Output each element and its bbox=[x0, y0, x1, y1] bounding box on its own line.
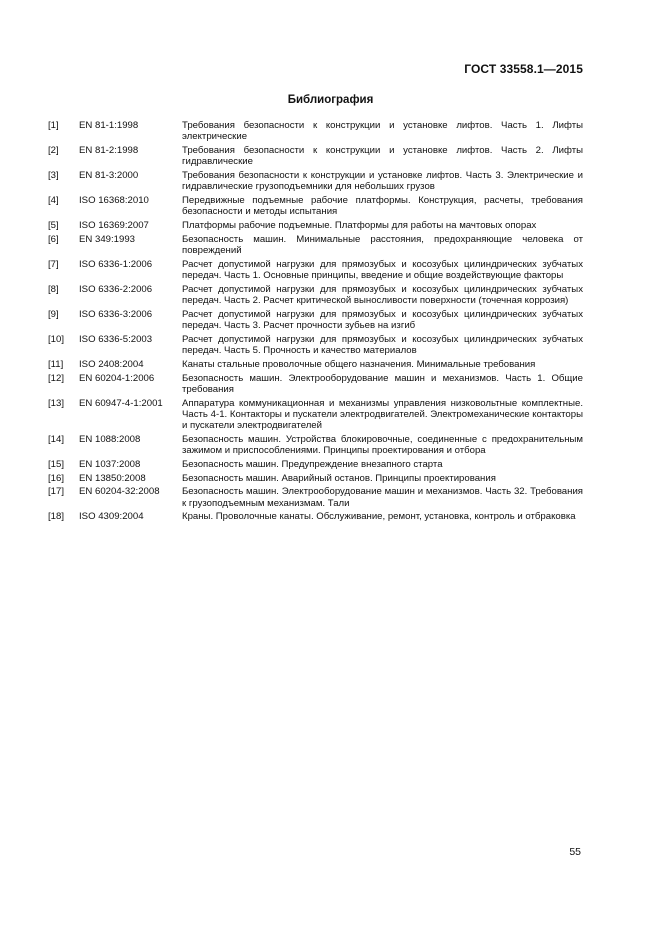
entry-number: [17] bbox=[48, 486, 65, 498]
entry-description: Безопасность машин. Устройства блокировочные, соединенные с предохранительным зажимом и приспособлениями. Принципы проектирования и отбора bbox=[182, 433, 583, 456]
entry-description: Передвижные подъемные рабочие платформы. Конструкция, расчеты, требования безопасности и методы испытания bbox=[182, 195, 583, 218]
entry-standard: ISO 2408:2004 bbox=[79, 358, 144, 370]
entry-description: Расчет допустимой нагрузки для прямозубых и косозубых цилиндрических зубчатых передач. Часть 2. Расчет критической выносливости поверхности (точечная коррозия) bbox=[182, 283, 583, 306]
entry-description: Безопасность машин. Минимальные расстояния, предохраняющие человека от повреждений bbox=[182, 233, 583, 256]
entry-number: [4] bbox=[48, 195, 59, 206]
bibliography-entry bbox=[48, 145, 583, 167]
entry-number: [1] bbox=[48, 120, 59, 131]
bibliography-entry bbox=[48, 373, 583, 395]
entry-description: Требования безопасности к конструкции и установке лифтов. Часть 2. Лифты гидравлические bbox=[182, 145, 583, 168]
entry-number: [13] bbox=[48, 397, 65, 409]
entry-description: Канаты стальные проволочные общего назначения. Минимальные требования bbox=[182, 358, 536, 370]
entry-standard: EN 1037:2008 bbox=[79, 458, 141, 470]
entry-standard: EN 81-1:1998 bbox=[79, 120, 139, 131]
entry-number: [11] bbox=[48, 358, 64, 370]
entry-standard: ISO 4309:2004 bbox=[79, 511, 144, 523]
entry-description: Платформы рабочие подъемные. Платформы для работы на мачтовых опорах bbox=[182, 220, 537, 231]
entry-standard: EN 13850:2008 bbox=[79, 472, 146, 484]
entry-standard: ISO 6336-2:2006 bbox=[79, 283, 153, 295]
entry-number: [16] bbox=[48, 472, 65, 484]
bibliography-entry bbox=[48, 359, 583, 370]
bibliography-entry bbox=[48, 120, 583, 142]
bibliography-entry bbox=[48, 195, 583, 217]
entry-description: Безопасность машин. Предупреждение внезапного старта bbox=[182, 458, 443, 470]
entry-number: [12] bbox=[48, 372, 65, 384]
entry-description: Требования безопасности к конструкции и установке лифтов. Часть 3. Электрические и гидравлические грузоподъемники для небольших грузов bbox=[182, 170, 583, 193]
page-title: Библиография bbox=[287, 94, 374, 106]
bibliography-entry bbox=[48, 309, 583, 331]
entry-number: [3] bbox=[48, 170, 59, 181]
entry-number: [10] bbox=[48, 333, 65, 345]
entry-standard: EN 1088:2008 bbox=[79, 433, 141, 445]
entry-number: [6] bbox=[48, 233, 59, 245]
bibliography-entry bbox=[48, 486, 583, 508]
entry-number: [7] bbox=[48, 258, 59, 270]
entry-number: [18] bbox=[48, 511, 65, 523]
bibliography-entry bbox=[48, 434, 583, 456]
entry-standard: EN 60204-1:2006 bbox=[79, 372, 155, 384]
entry-standard: ISO 6336-5:2003 bbox=[79, 333, 153, 345]
entry-number: [14] bbox=[48, 433, 65, 445]
entry-description: Аппаратура коммуникационная и механизмы управления низковольтные комплектные. Часть 4-1. Контакторы и пускатели электродвигателей. Электромеханические контакторы и пускатели электродвигателей bbox=[182, 397, 583, 431]
entry-standard: EN 60204-32:2008 bbox=[79, 486, 160, 498]
entry-standard: ISO 16369:2007 bbox=[79, 220, 149, 231]
entry-description: Требования безопасности к конструкции и установке лифтов. Часть 1. Лифты электрические bbox=[182, 120, 583, 143]
entry-description: Расчет допустимой нагрузки для прямозубых и косозубых цилиндрических зубчатых передач. Часть 3. Расчет прочности зубьев на изгиб bbox=[182, 308, 583, 331]
entry-standard: EN 81-3:2000 bbox=[79, 170, 139, 181]
entry-standard: ISO 6336-3:2006 bbox=[79, 308, 153, 320]
entry-number: [8] bbox=[48, 283, 59, 295]
entry-standard: ISO 6336-1:2006 bbox=[79, 258, 153, 270]
entry-description: Краны. Проволочные канаты. Обслуживание, ремонт, установка, контроль и отбраковка bbox=[182, 511, 576, 523]
entry-description: Расчет допустимой нагрузки для прямозубых и косозубых цилиндрических зубчатых передач. Часть 1. Основные принципы, введение и общие воздействующие факторы bbox=[182, 258, 583, 281]
bibliography-entry bbox=[48, 170, 583, 192]
entry-standard: EN 349:1993 bbox=[79, 233, 136, 245]
document-code: ГОСТ 33558.1—2015 bbox=[464, 62, 583, 76]
entry-description: Безопасность машин. Электрооборудование машин и механизмов. Часть 32. Требования к грузоподъемным механизмам. Тали bbox=[182, 486, 583, 509]
bibliography-entry bbox=[48, 234, 583, 256]
bibliography-entry bbox=[48, 459, 583, 470]
entry-number: [15] bbox=[48, 458, 65, 470]
entry-description: Безопасность машин. Электрооборудование машин и механизмов. Часть 1. Общие требования bbox=[182, 372, 583, 395]
bibliography-entry bbox=[48, 398, 583, 432]
bibliography-entry bbox=[48, 334, 583, 356]
entry-standard: EN 60947-4-1:2001 bbox=[79, 397, 163, 409]
bibliography-entry bbox=[48, 259, 583, 281]
entry-standard: EN 81-2:1998 bbox=[79, 145, 139, 156]
entry-number: [9] bbox=[48, 308, 59, 320]
bibliography-list bbox=[48, 120, 583, 525]
entry-number: [2] bbox=[48, 145, 59, 156]
entry-standard: ISO 16368:2010 bbox=[79, 195, 149, 206]
bibliography-entry bbox=[48, 473, 583, 484]
entry-description: Безопасность машин. Аварийный останов. Принципы проектирования bbox=[182, 472, 496, 484]
entry-description: Расчет допустимой нагрузки для прямозубых и косозубых цилиндрических зубчатых передач. Часть 5. Прочность и качество материалов bbox=[182, 333, 583, 356]
entry-number: [5] bbox=[48, 220, 59, 231]
bibliography-entry bbox=[48, 284, 583, 306]
page-number: 55 bbox=[569, 846, 581, 858]
bibliography-entry bbox=[48, 220, 583, 231]
bibliography-entry bbox=[48, 511, 583, 522]
